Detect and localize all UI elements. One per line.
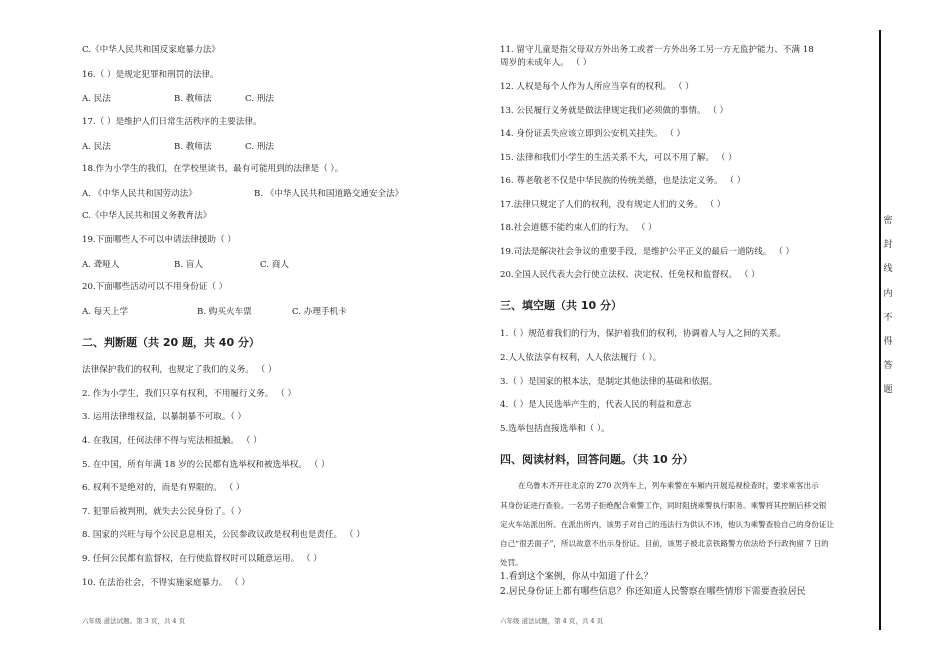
judge-11-line2: 周岁的未成年人。 （ ） xyxy=(500,58,592,68)
reading-question-2: 2.居民身份证上都有哪些信息？你还知道人民警察在哪些情形下需要查验居民 xyxy=(500,587,806,597)
q19-option-c: C. 商人 xyxy=(260,260,289,270)
material-line-2: 其身份证进行查验。一名男子拒绝配合乘警工作，同时阻挠乘警执行职务。乘警将其控制后移交银 xyxy=(500,501,827,510)
judge-15: 15. 法律和我们小学生的生活关系不大，可以不用了解。 （ ） xyxy=(500,153,737,163)
material-line-1: 在乌鲁木齐开往北京的 Z70 次列车上，列车乘警在车厢内开展巡视检查时，要求乘客出示 xyxy=(518,481,819,490)
q18-option-b: B. 《中华人民共和国道路交通安全法》 xyxy=(254,189,404,199)
question-20: 20.下面哪些活动可以不用身份证（ ） xyxy=(82,282,228,292)
fill-3: 3.（ ）是国家的根本法，是制定其他法律的基础和依据。 xyxy=(500,377,718,387)
judge-4: 4. 在我国，任何法律不得与宪法相抵触。 （ ） xyxy=(82,436,262,446)
q19-option-b: B. 盲人 xyxy=(174,260,203,270)
judge-9: 9. 任何公民都有监督权，在行使监督权时可以随意运用。 （ ） xyxy=(82,554,322,564)
q20-option-a: A. 每天上学 xyxy=(82,307,129,317)
judge-19: 19.司法是解决社会争议的重要手段，是维护公平正义的最后一道防线。 （ ） xyxy=(500,247,795,257)
q20-option-b: B. 购买火车票 xyxy=(197,307,252,317)
seal-char-1: 密 xyxy=(883,216,893,226)
judge-7: 7. 犯罪后被判刑，就失去公民身份了。（ ） xyxy=(82,507,247,517)
question-19: 19.下面哪些人不可以申请法律援助（ ） xyxy=(82,235,236,245)
q15-option-c: C.《中华人民共和国反家庭暴力法》 xyxy=(82,45,220,55)
material-line-5: 处罚。 xyxy=(500,558,523,567)
material-line-4: 自己“很丢面子”，所以故意不出示身份证。目前，该男子被北京铁路警方依法给予行政拘留 7 日的 xyxy=(500,539,829,548)
q17-option-a: A. 民法 xyxy=(82,142,111,152)
judge-5: 5. 在中国，所有年满 18 岁的公民都有选举权和被选举权。 （ ） xyxy=(82,460,330,470)
seal-char-7: 答 xyxy=(883,361,893,371)
q16-option-c: C. 刑法 xyxy=(245,94,274,104)
left-footer: 六年级 道法试题。第 3 页，共 4 页 xyxy=(82,617,186,625)
judge-2: 2. 作为小学生，我们只享有权利，不用履行义务。 （ ） xyxy=(82,389,297,399)
question-18: 18.作为小学生的我们，在学校里读书，最有可能用到的法律是（ ）。 xyxy=(82,164,344,174)
judge-14: 14. 身份证丢失应该立即到公安机关挂失。 （ ） xyxy=(500,129,686,139)
judge-8: 8. 国家的兴旺与每个公民息息相关，公民参政议政是权利也是责任。 （ ） xyxy=(82,530,365,540)
q16-option-a: A. 民法 xyxy=(82,94,111,104)
q17-option-c: C. 刑法 xyxy=(245,142,274,152)
section-4-title: 四、阅读材料，回答问题。（共 10 分） xyxy=(500,453,694,466)
fill-1: 1.（ ）规范着我们的行为，保护着我们的权利，协调着人与人之间的关系。 xyxy=(500,329,786,339)
judge-16: 16. 尊老敬老不仅是中华民族的传统美德，也是法定义务。 （ ） xyxy=(500,176,746,186)
judge-6: 6. 权利不是绝对的，而是有界限的。 （ ） xyxy=(82,483,245,493)
judge-3: 3. 运用法律维权益，以暴制暴不可取。（ ） xyxy=(82,412,247,422)
seal-char-2: 封 xyxy=(883,240,893,250)
seal-char-3: 线 xyxy=(883,264,893,274)
q18-option-a: A. 《中华人民共和国劳动法》 xyxy=(82,189,197,199)
judge-13: 13. 公民履行义务就是做法律规定我们必须做的事情。 （ ） xyxy=(500,106,729,116)
q19-option-a: A. 聋哑人 xyxy=(82,260,120,270)
judge-20: 20.全国人民代表大会行使立法权、决定权、任免权和监督权。 （ ） xyxy=(500,270,760,280)
reading-question-1: 1.看到这个案例，你从中知道了什么？ xyxy=(500,572,653,582)
section-2-title: 二、判断题（共 20 题，共 40 分） xyxy=(82,336,260,349)
material-line-3: 定火车站派出所。在派出所内，该男子对自己的违法行为供认不讳，他认为乘警查验自己的身份证让 xyxy=(500,520,835,529)
section-3-title: 三、填空题（共 10 分） xyxy=(500,299,622,312)
seal-char-6: 得 xyxy=(883,337,893,347)
judge-18: 18.社会道德不能约束人们的行为。 （ ） xyxy=(500,223,657,233)
question-17: 17.（ ）是维护人们日常生活秩序的主要法律。 xyxy=(82,117,262,127)
fill-4: 4.（ ）是人民选举产生的，代表人民的利益和意志 xyxy=(500,400,692,410)
judge-11-line1: 11. 留守儿童是指父母双方外出务工或者一方外出务工另一方无监护能力、不满 18 xyxy=(500,45,814,55)
right-footer: 六年级 道法试题，第 4 页，共 4 页 xyxy=(500,617,604,625)
judge-17: 17.法律只规定了人们的权利，没有规定人们的义务。 （ ） xyxy=(500,200,726,210)
judge-10: 10. 在法治社会，不得实施家庭暴力。 （ ） xyxy=(82,578,250,588)
seal-line xyxy=(879,30,881,630)
fill-5: 5.选举包括直接选举和（ ）。 xyxy=(500,424,610,434)
seal-char-8: 题 xyxy=(883,385,893,395)
q17-option-b: B. 教师法 xyxy=(174,142,212,152)
question-16: 16.（ ）是规定犯罪和刑罚的法律。 xyxy=(82,70,219,80)
q16-option-b: B. 教师法 xyxy=(174,94,212,104)
seal-char-5: 不 xyxy=(883,313,893,323)
judge-1: 法律保护我们的权利，也规定了我们的义务。 （ ） xyxy=(82,365,277,375)
judge-12: 12. 人权是每个人作为人所应当享有的权利。 （ ） xyxy=(500,82,694,92)
q18-option-c: C.《中华人民共和国义务教育法》 xyxy=(82,211,212,221)
q20-option-c: C. 办理手机卡 xyxy=(292,307,347,317)
seal-char-4: 内 xyxy=(883,289,893,299)
fill-2: 2.人人依法享有权利，人人依法履行（ ）。 xyxy=(500,353,662,363)
